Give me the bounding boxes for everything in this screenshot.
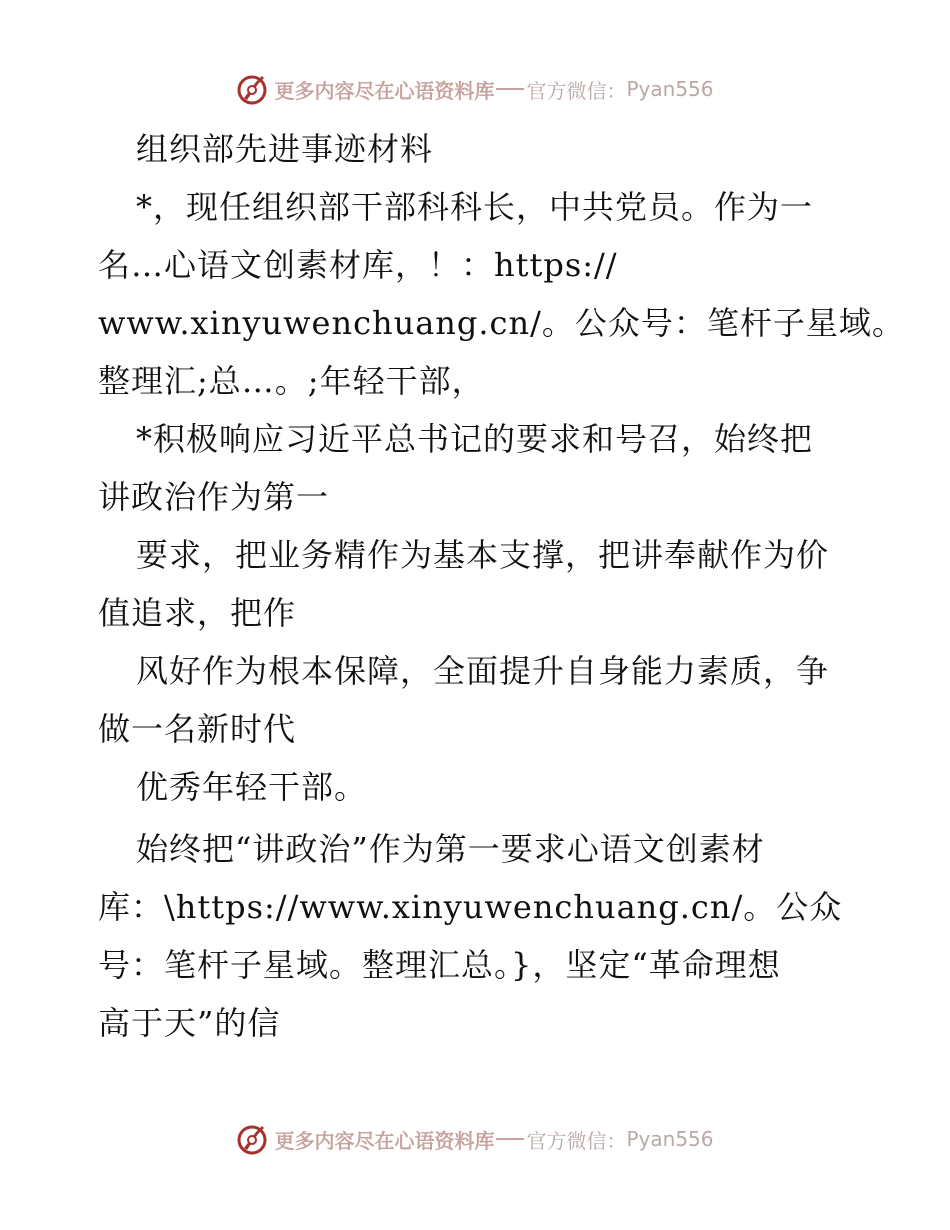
text-line: 讲政治作为第一 [98,478,330,516]
document-title: 组织部先进事迹材料 [136,130,434,168]
watermark-dash [496,88,524,90]
watermark-dash [496,1138,524,1140]
text-line: 整理汇;总…。;年轻干部， [98,362,485,400]
header-watermark [0,72,950,106]
pen-logo-icon [236,72,270,106]
footer-watermark [0,1122,950,1156]
text-line: 做一名新时代 [98,710,297,748]
text-line: 库：\https://www.xinyuwenchuang.cn/。公众 [98,888,843,926]
text-line: 号：笔杆子星域。整理汇总。}，坚定“革命理想 [98,946,781,984]
text-line: 值追求，把作 [98,594,297,632]
watermark-brand: 更多内容尽在心语资料库 [274,1128,495,1153]
text-line: *，现任组织部干部科科长，中共党员。作为一 [136,188,814,226]
watermark-wechat-label: 官方微信： [526,78,627,103]
text-line: 高于天”的信 [98,1004,281,1042]
pen-logo-icon [236,1122,270,1156]
watermark-wechat-id: Pyan556 [626,1127,714,1151]
text-line: 始终把“讲政治”作为第一要求心语文创素材 [136,830,765,868]
text-line: www.xinyuwenchuang.cn/。公众号：笔杆子星域。 [98,304,905,342]
text-line: *积极响应习近平总书记的要求和号召，始终把 [136,420,814,458]
watermark-brand: 更多内容尽在心语资料库 [274,78,495,103]
text-line: 风好作为根本保障，全面提升自身能力素质，争 [136,652,830,690]
text-line: 优秀年轻干部。 [136,768,368,806]
text-line: 要求，把业务精作为基本支撑，把讲奉献作为价 [136,536,830,574]
text-line: 名…心语文创素材库，！：https:// [98,246,618,284]
watermark-wechat-id: Pyan556 [626,77,714,101]
watermark-wechat-label: 官方微信： [526,1128,627,1153]
